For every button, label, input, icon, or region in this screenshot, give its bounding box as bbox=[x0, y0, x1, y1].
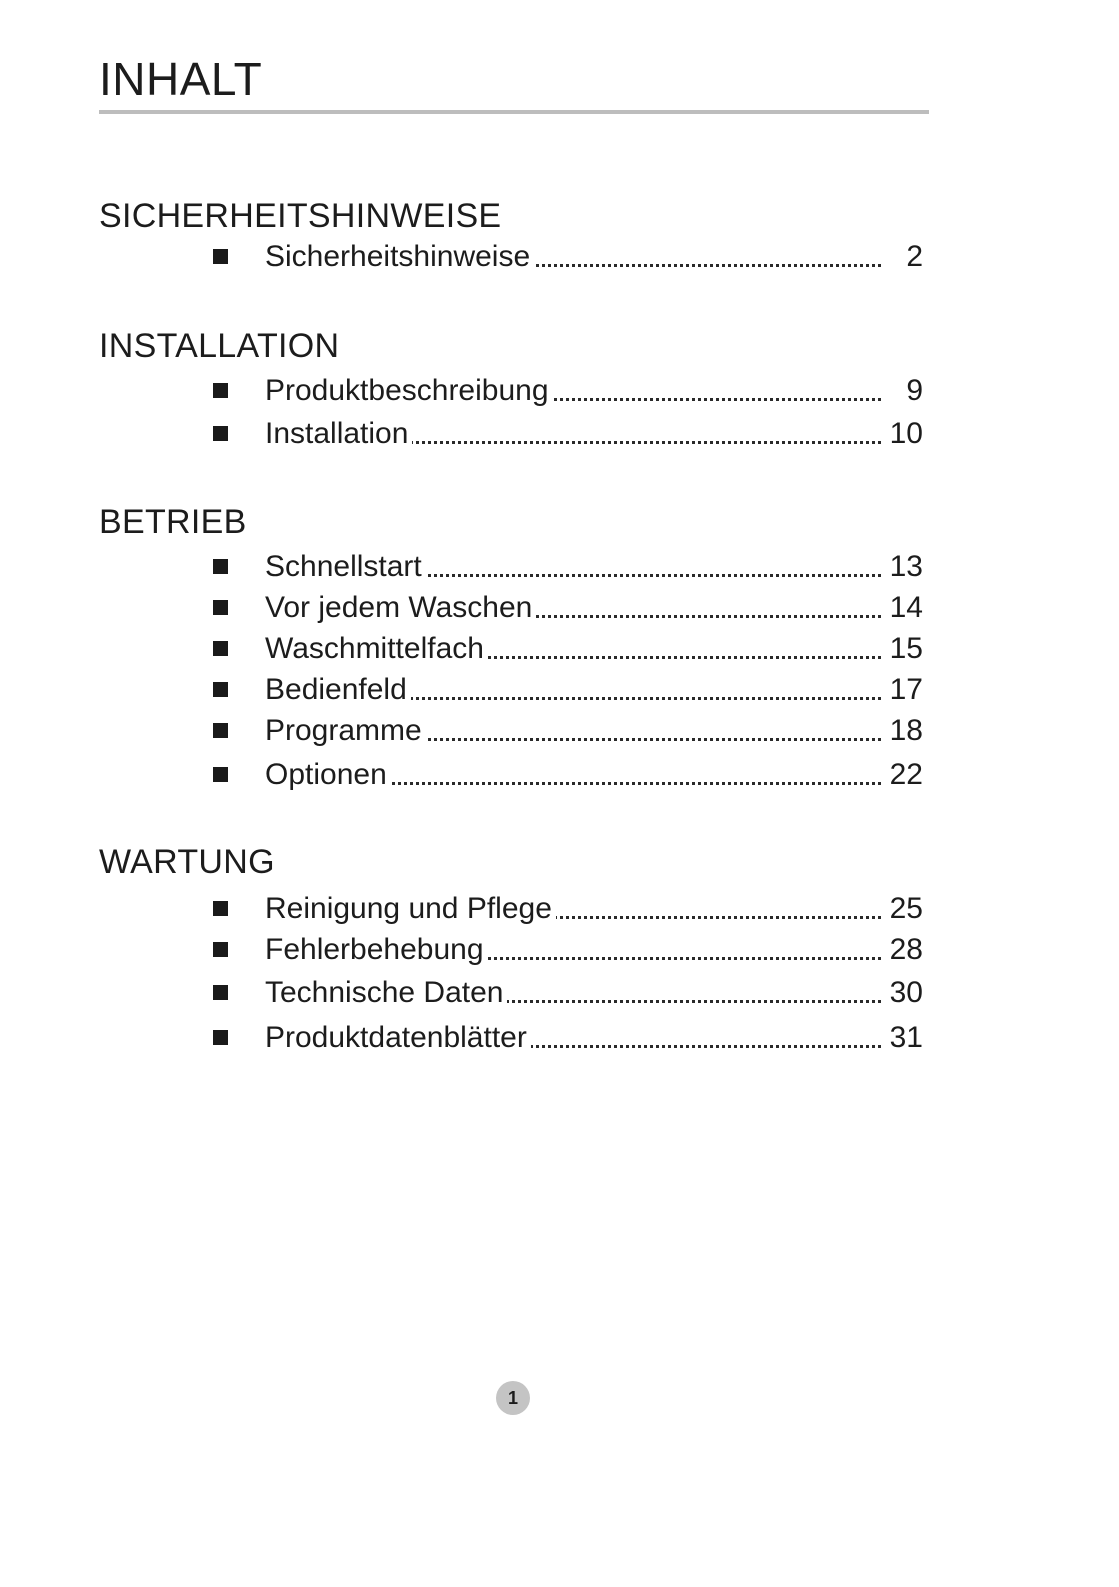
page-number-badge: 1 bbox=[496, 1381, 530, 1415]
toc-entry[interactable] bbox=[99, 587, 929, 628]
toc-entry-label: Sicherheitshinweise bbox=[265, 236, 534, 277]
bullet-square-icon bbox=[213, 641, 228, 656]
toc-section-sicherheitshinweise bbox=[99, 196, 929, 277]
toc-entry-label: Fehlerbehebung bbox=[265, 929, 488, 970]
toc-entry[interactable] bbox=[99, 236, 929, 277]
bullet-square-icon bbox=[213, 249, 228, 264]
bullet-square-icon bbox=[213, 600, 228, 615]
toc-entry-page: 17 bbox=[886, 669, 923, 710]
section-heading: SICHERHEITSHINWEISE bbox=[99, 197, 502, 235]
toc-entry-label: Produktdatenblätter bbox=[265, 1017, 531, 1058]
toc-entry-page: 10 bbox=[886, 413, 923, 454]
toc-entry-label: Optionen bbox=[265, 754, 391, 795]
toc-section-installation bbox=[99, 326, 929, 454]
toc-entry[interactable] bbox=[99, 413, 929, 454]
toc-entry-label: Bedienfeld bbox=[265, 669, 411, 710]
toc-entry-label: Produktbeschreibung bbox=[265, 370, 553, 411]
toc-entry-label: Technische Daten bbox=[265, 972, 507, 1013]
toc-entry[interactable] bbox=[99, 546, 929, 587]
toc-entry-page: 9 bbox=[902, 370, 923, 411]
toc-entry[interactable] bbox=[99, 628, 929, 669]
section-heading: WARTUNG bbox=[99, 843, 275, 881]
toc-entry[interactable] bbox=[99, 972, 929, 1013]
toc-entry-label: Reinigung und Pflege bbox=[265, 888, 556, 929]
title-divider bbox=[99, 110, 929, 114]
toc-entry-page: 14 bbox=[886, 587, 923, 628]
bullet-square-icon bbox=[213, 559, 228, 574]
bullet-square-icon bbox=[213, 1030, 228, 1045]
toc-entry[interactable] bbox=[99, 888, 929, 929]
toc-entry-page: 31 bbox=[886, 1017, 923, 1058]
page-title: INHALT bbox=[99, 53, 263, 105]
bullet-square-icon bbox=[213, 767, 228, 782]
bullet-square-icon bbox=[213, 426, 228, 441]
toc-entry-label: Programme bbox=[265, 710, 426, 751]
toc-entry-page: 28 bbox=[886, 929, 923, 970]
section-heading: INSTALLATION bbox=[99, 327, 340, 365]
toc-entry-page: 22 bbox=[886, 754, 923, 795]
toc-section-betrieb bbox=[99, 502, 929, 795]
toc-section-wartung bbox=[99, 842, 929, 1058]
toc-entry-page: 18 bbox=[886, 710, 923, 751]
bullet-square-icon bbox=[213, 985, 228, 1000]
toc-entry-label: Schnellstart bbox=[265, 546, 426, 587]
toc-entry[interactable] bbox=[99, 370, 929, 411]
toc-entry-label: Installation bbox=[265, 413, 412, 454]
bullet-square-icon bbox=[213, 942, 228, 957]
toc-entry[interactable] bbox=[99, 710, 929, 751]
toc-entry[interactable] bbox=[99, 754, 929, 795]
toc-entry[interactable] bbox=[99, 1017, 929, 1058]
bullet-square-icon bbox=[213, 383, 228, 398]
toc-entry-page: 15 bbox=[886, 628, 923, 669]
section-heading: BETRIEB bbox=[99, 503, 247, 541]
bullet-square-icon bbox=[213, 901, 228, 916]
toc-entry-label: Waschmittelfach bbox=[265, 628, 488, 669]
toc-entry-page: 25 bbox=[886, 888, 923, 929]
toc-entry-page: 13 bbox=[886, 546, 923, 587]
toc-entry-label: Vor jedem Waschen bbox=[265, 587, 536, 628]
toc-entry-page: 30 bbox=[886, 972, 923, 1013]
bullet-square-icon bbox=[213, 682, 228, 697]
toc-entry-page: 2 bbox=[902, 236, 923, 277]
bullet-square-icon bbox=[213, 723, 228, 738]
toc-entry[interactable] bbox=[99, 669, 929, 710]
toc-entry[interactable] bbox=[99, 929, 929, 970]
